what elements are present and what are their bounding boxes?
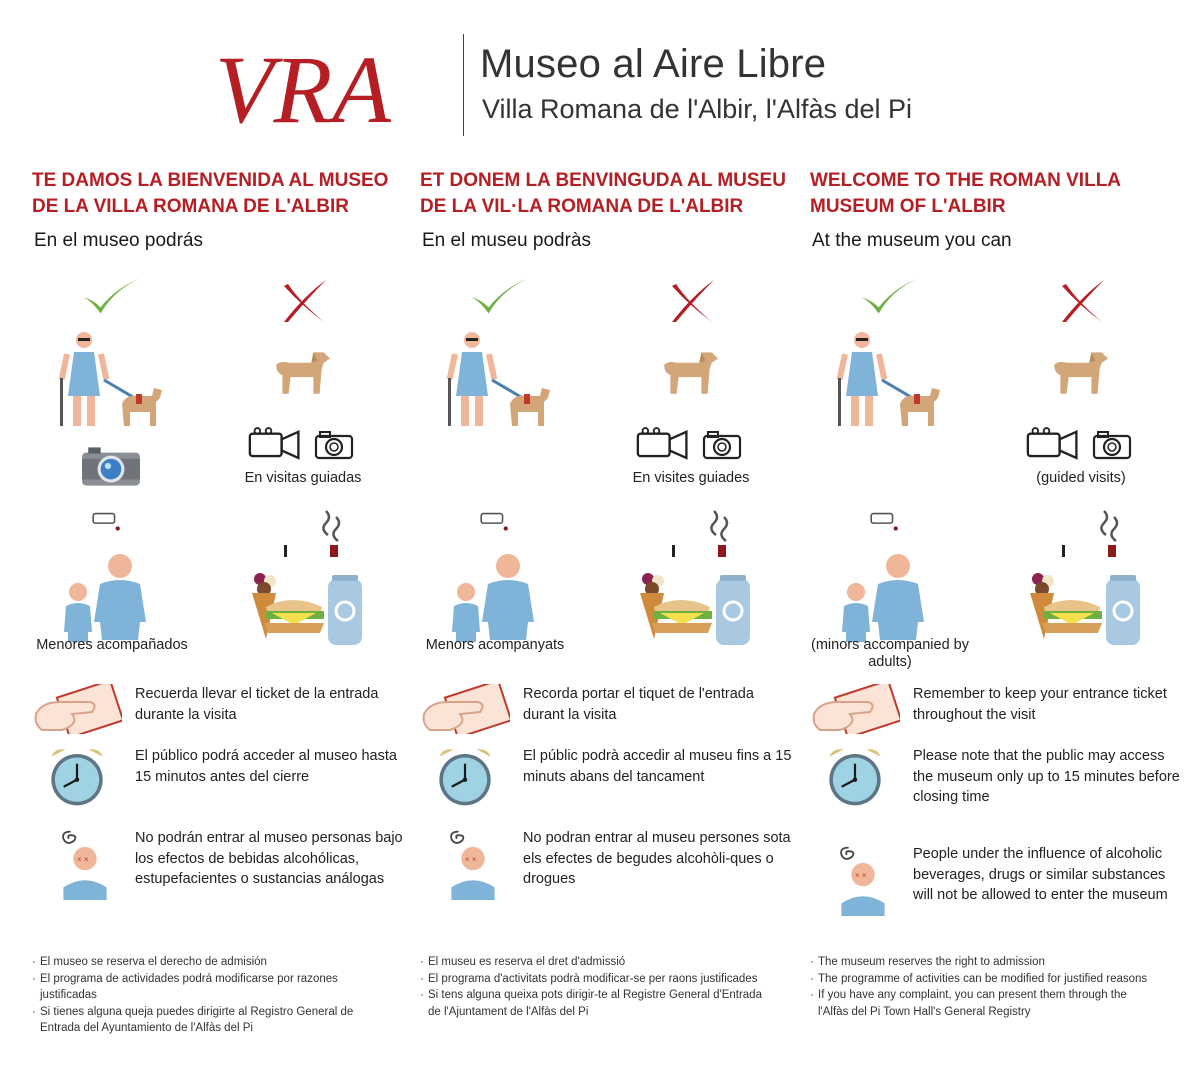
footnotes <box>810 954 1160 1020</box>
cigarette-icon <box>280 508 350 560</box>
footnote: · The programme of activities can be modified for justified reasons <box>810 971 1160 988</box>
column-intro: At the museum you can <box>812 230 1012 251</box>
guided-visits-caption: En visitas guiadas <box>244 470 362 486</box>
flash-off-icon <box>868 510 900 532</box>
footnote: · The museum reserves the right to admission <box>810 954 1160 971</box>
footnotes <box>420 954 770 1020</box>
blind-person-guide-dog-icon <box>56 330 166 430</box>
child-with-adult-icon <box>840 552 930 642</box>
column-english <box>810 168 1190 1048</box>
guided-visits-caption: (guided visits) <box>1036 470 1126 486</box>
flash-off-icon <box>478 510 510 532</box>
minors-caption: (minors accompanied by adults) <box>811 637 969 670</box>
cigarette-icon <box>668 508 738 560</box>
rule-text: People under the influence of alcoholic beverages, drugs or similar substances will not be allowed to enter the museum <box>913 846 1168 903</box>
ticket-hand-icon <box>810 684 900 734</box>
check-icon <box>468 276 530 318</box>
rule-text: El público podrá acceder al museo hasta 15 minutos antes del cierre <box>135 748 397 785</box>
check-icon <box>80 276 142 318</box>
minors-caption: Menores acompañados <box>36 637 188 653</box>
vra-logo-mark <box>215 36 455 136</box>
rule-text: Please note that the public may access the museum only up to 15 minutes before closing time <box>913 748 1180 805</box>
camera-icon <box>314 430 354 460</box>
rule-text: No podran entrar al museu persones sota els efectes de begudes alcohòli-ques o drogues <box>523 830 791 887</box>
logo-text: VRA <box>215 36 391 136</box>
dog-icon <box>658 346 720 398</box>
dizzy-person-icon <box>836 844 890 916</box>
food-drink-icon <box>246 570 366 652</box>
minors-caption: Menors acompanyats <box>425 637 565 653</box>
food-drink-icon <box>634 570 754 652</box>
footnote: · El programa d'activitats podrà modificar-se per raons justificades <box>420 971 770 988</box>
dog-icon <box>1048 346 1110 398</box>
footnote: · El programa de actividades podrá modificarse por razones justificadas <box>32 971 382 1004</box>
ticket-hand-icon <box>420 684 510 734</box>
column-spanish <box>32 168 412 1048</box>
clock-icon <box>46 746 108 808</box>
dizzy-person-icon <box>58 828 112 900</box>
vra-logo <box>215 36 455 136</box>
dizzy-person-icon <box>446 828 500 900</box>
column-heading: ET DONEM LA BENVINGUDA AL MUSEU DE LA VIL·LA ROMANA DE L'ALBIR <box>420 170 786 217</box>
blind-person-guide-dog-icon <box>444 330 554 430</box>
column-intro: En el museo podrás <box>34 230 203 251</box>
cross-icon <box>1058 276 1108 326</box>
food-drink-icon <box>1024 570 1144 652</box>
rule-text: El públic podrà accedir al museu fins a 15 minuts abans del tancament <box>523 748 792 785</box>
footnote: · If you have any complaint, you can present them through the l'Alfàs del Pi Town Hall's General Registry <box>810 987 1160 1020</box>
footnote: · Si tens alguna queixa pots dirigir-te al Registre General d'Entrada de l'Ajuntament de l'Alfàs del Pi <box>420 987 770 1020</box>
column-intro: En el museu podràs <box>422 230 591 251</box>
child-with-adult-icon <box>62 552 152 642</box>
photo-camera-icon <box>80 444 142 488</box>
flash-off-icon <box>90 510 122 532</box>
column-heading: WELCOME TO THE ROMAN VILLA MUSEUM OF L'ALBIR <box>810 170 1121 217</box>
column-catalan <box>420 168 800 1048</box>
clock-icon <box>824 746 886 808</box>
ticket-hand-icon <box>32 684 122 734</box>
camera-icon <box>702 430 742 460</box>
footnote: · El museu es reserva el dret d'admissió <box>420 954 770 971</box>
rule-text: Remember to keep your entrance ticket throughout the visit <box>913 686 1167 723</box>
column-heading: TE DAMOS LA BIENVENIDA AL MUSEO DE LA VILLA ROMANA DE L'ALBIR <box>32 170 389 217</box>
header-divider <box>463 34 464 136</box>
footnote: · Si tienes alguna queja puedes dirigirte al Registro General de Entrada del Ayuntamiento de l'Alfàs del Pi <box>32 1004 382 1037</box>
cross-icon <box>668 276 718 326</box>
clock-icon <box>434 746 496 808</box>
cigarette-icon <box>1058 508 1128 560</box>
cross-icon <box>280 276 330 326</box>
footnote: · El museo se reserva el derecho de admisión <box>32 954 382 971</box>
rule-text: Recorda portar el tiquet de l'entrada durant la visita <box>523 686 754 723</box>
blind-person-guide-dog-icon <box>834 330 944 430</box>
video-camera-icon <box>248 426 304 460</box>
video-camera-icon <box>1026 426 1082 460</box>
camera-icon <box>1092 430 1132 460</box>
rule-text: Recuerda llevar el ticket de la entrada durante la visita <box>135 686 379 723</box>
rule-text: No podrán entrar al museo personas bajo los efectos de bebidas alcohólicas, estupefacientes o sustancias análogas <box>135 830 403 887</box>
dog-icon <box>270 346 332 398</box>
video-camera-icon <box>636 426 692 460</box>
check-icon <box>858 276 920 318</box>
child-with-adult-icon <box>450 552 540 642</box>
footnotes <box>32 954 382 1037</box>
guided-visits-caption: En visites guiades <box>632 470 750 486</box>
page-title: Museo al Aire Libre <box>480 42 827 86</box>
page-subtitle: Villa Romana de l'Albir, l'Alfàs del Pi <box>482 94 913 124</box>
